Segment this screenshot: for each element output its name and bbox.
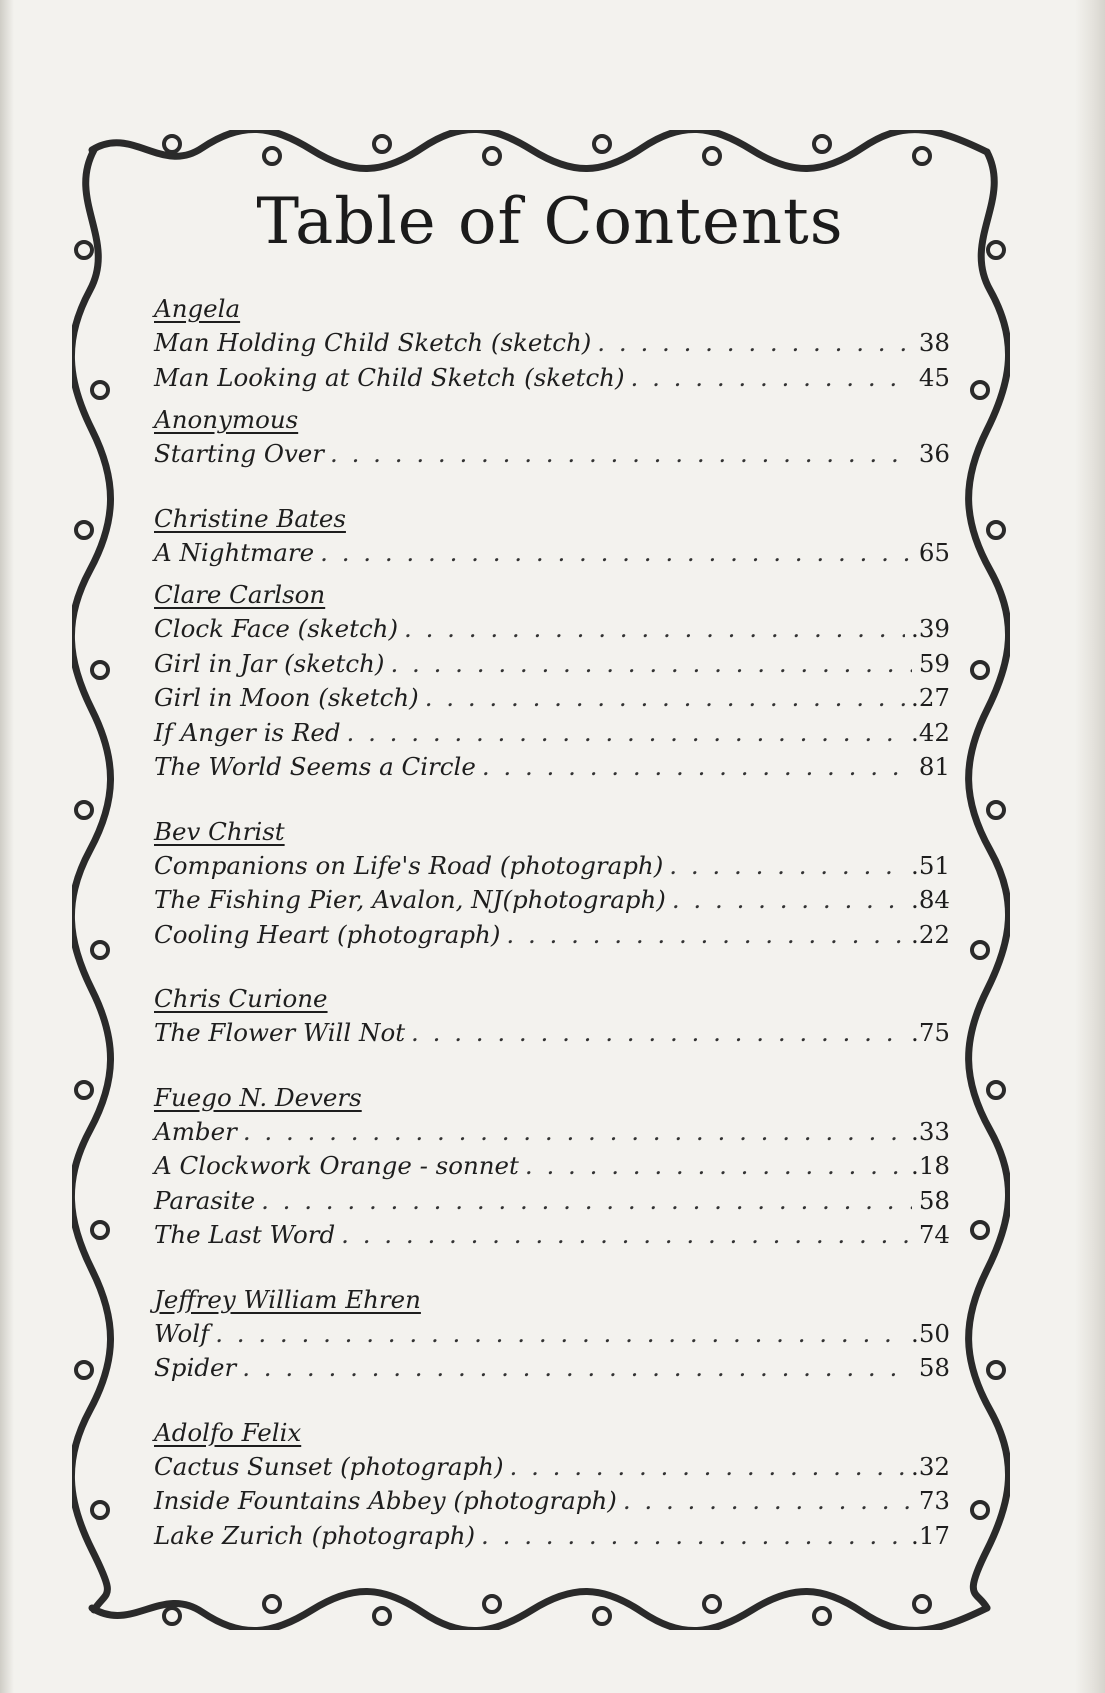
entry-title: Cactus Sunset (photograph) [154, 1451, 504, 1481]
toc-entry [154, 750, 950, 785]
entry-title: Girl in Moon (sketch) [154, 683, 419, 712]
page-edge [1075, 0, 1105, 1693]
entry-page: .39 [911, 614, 950, 643]
entry-page: 59 [918, 648, 950, 678]
entry-page: 36 [918, 439, 950, 468]
toc-section [154, 1283, 954, 1386]
toc-entry [154, 326, 950, 361]
dot-leader [347, 716, 906, 751]
author-name: Jeffrey William Ehren [154, 1284, 421, 1314]
entry-title: Cooling Heart (photograph) [154, 919, 501, 949]
toc-entry [154, 1115, 950, 1150]
entry-title: Spider [154, 1353, 237, 1382]
entry-title: Starting Over [154, 439, 325, 468]
toc-entry [154, 437, 950, 472]
dot-leader [510, 1450, 906, 1485]
toc-entry [154, 1351, 950, 1386]
toc-section [154, 403, 954, 472]
entry-title: Girl in Jar (sketch) [154, 648, 385, 678]
entry-title: Parasite [154, 1185, 256, 1215]
entry-title: Man Holding Child Sketch (sketch) [154, 328, 592, 357]
toc-entry [154, 681, 950, 716]
entry-title: Lake Zurich (photograph) [154, 1520, 476, 1550]
toc-section [154, 815, 954, 953]
dot-leader [425, 681, 905, 716]
toc-section [154, 982, 954, 1051]
author-name: Anonymous [154, 405, 299, 434]
toc-section [154, 1416, 954, 1554]
dot-leader [482, 750, 912, 785]
entry-page: .18 [911, 1151, 950, 1180]
entry-title: A Nightmare [154, 537, 315, 567]
toc-entry [154, 361, 950, 396]
entry-title: The World Seems a Circle [154, 752, 476, 781]
author-name: Fuego N. Devers [154, 1082, 362, 1112]
toc-section [154, 578, 954, 785]
entry-page: .22 [911, 919, 950, 949]
dot-leader [215, 1317, 905, 1352]
entry-title: Companions on Life's Road (photograph) [154, 850, 664, 880]
dot-leader [341, 1218, 912, 1253]
entry-title: A Clockwork Orange - sonnet [154, 1151, 519, 1180]
entry-page: .50 [911, 1318, 950, 1348]
dot-leader [411, 1016, 905, 1051]
author-name: Bev Christ [154, 816, 285, 846]
entry-page: 45 [918, 362, 950, 392]
toc-entry [154, 1184, 950, 1219]
entry-page: .27 [911, 683, 950, 712]
dot-leader [481, 1519, 905, 1554]
entry-title: Clock Face (sketch) [154, 614, 399, 643]
toc-entry [154, 918, 950, 953]
toc-section [154, 502, 954, 571]
entry-page: 65 [918, 537, 950, 567]
toc-entry [154, 647, 950, 682]
toc-entry [154, 716, 950, 751]
entry-page: 38 [918, 328, 950, 357]
toc-entry [154, 883, 950, 918]
entry-title: If Anger is Red [154, 717, 341, 747]
entry-title: Man Looking at Child Sketch (sketch) [154, 362, 625, 392]
entry-page: 73 [918, 1486, 950, 1515]
toc-entry [154, 1317, 950, 1352]
toc-entry [154, 1450, 950, 1485]
dot-leader [525, 1149, 905, 1184]
entry-title: Wolf [154, 1318, 210, 1348]
toc-section [154, 1081, 954, 1253]
dot-leader [261, 1184, 912, 1219]
spine-shadow [0, 0, 14, 1693]
dot-leader [330, 437, 912, 472]
entry-page: 58 [918, 1185, 950, 1215]
entry-page: 74 [918, 1220, 950, 1249]
dot-leader [390, 647, 912, 682]
entry-page: .32 [911, 1451, 950, 1481]
entry-title: Amber [154, 1116, 237, 1146]
author-name: Chris Curione [154, 984, 328, 1013]
entry-title: The Last Word [154, 1220, 336, 1249]
entry-page: .17 [911, 1520, 950, 1550]
entry-title: The Flower Will Not [154, 1018, 406, 1047]
dot-leader [669, 849, 905, 884]
dot-leader [672, 883, 905, 918]
entry-title: Inside Fountains Abbey (photograph) [154, 1486, 617, 1515]
dot-leader [631, 361, 912, 396]
entry-page: .33 [911, 1116, 950, 1146]
entry-page: .51 [911, 850, 950, 880]
toc-entry [154, 1218, 950, 1253]
toc-list [154, 292, 954, 1561]
entry-title: The Fishing Pier, Avalon, NJ(photograph) [154, 885, 666, 914]
author-name: Christine Bates [154, 503, 346, 533]
toc-entry [154, 1484, 950, 1519]
dot-leader [320, 536, 912, 571]
dot-leader [506, 918, 905, 953]
author-name: Angela [154, 294, 241, 323]
dot-leader [243, 1115, 905, 1150]
author-name: Clare Carlson [154, 580, 326, 609]
dot-leader [623, 1484, 912, 1519]
toc-entry [154, 849, 950, 884]
toc-entry [154, 1016, 950, 1051]
entry-page: .75 [911, 1018, 950, 1047]
dot-leader [597, 326, 912, 361]
toc-entry [154, 1149, 950, 1184]
entry-page: .84 [911, 885, 950, 914]
entry-page: .42 [911, 717, 950, 747]
toc-entry [154, 536, 950, 571]
dot-leader [242, 1351, 912, 1386]
entry-page: 58 [918, 1353, 950, 1382]
toc-entry [154, 1519, 950, 1554]
page-title: Table of Contents [256, 185, 844, 259]
entry-page: 81 [918, 752, 950, 781]
toc-section [154, 292, 954, 395]
author-name: Adolfo Felix [154, 1417, 302, 1447]
toc-entry [154, 612, 950, 647]
dot-leader [404, 612, 905, 647]
